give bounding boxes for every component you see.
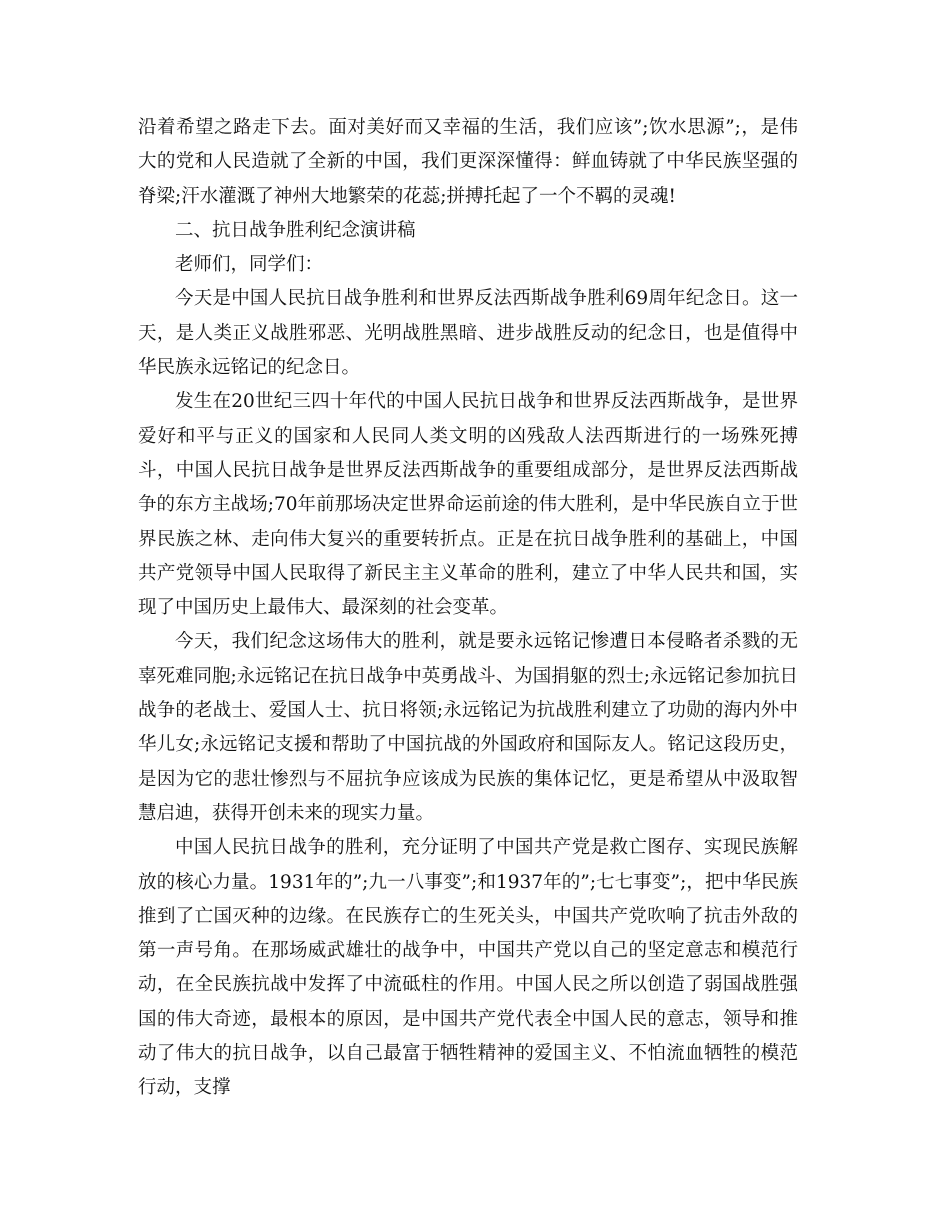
document-page [138,111,798,1106]
paragraph: 中国人民抗日战争的胜利，充分证明了中国共产党是救亡图存、实现民族解放的核心力量。1931年的”;九一八事变”;和1937年的”;七七事变”;，把中华民族推到了亡国灭种的边缘。在民族存亡的生死关头，中国共产党吹响了抗击外敌的第一声号角。在那场威武雄壮的战争中，中国共产党以自己的坚定意志和模范行动，在全民族抗战中发挥了中流砥柱的作用。中国人民之所以创造了弱国战胜强国的伟大奇迹，最根本的原因，是中国共产党代表全中国人民的意志，领导和推动了伟大的抗日战争，以自己最富于牺牲精神的爱国主义、不怕流血牺牲的模范行动，支撑 [138,837,798,1099]
section-heading: 二、抗日战争胜利纪念演讲稿 [175,219,416,241]
paragraph: 发生在20世纪三四十年代的中国人民抗日战争和世界反法西斯战争，是世界爱好和平与正义的国家和人民同人类文明的凶残敌人法西斯进行的一场殊死搏斗，中国人民抗日战争是世界反法西斯战争的重要组成部分，是世界反法西斯战争的东方主战场;70年前那场决定世界命运前途的伟大胜利，是中华民族自立于世界民族之林、走向伟大复兴的重要转折点。正是在抗日战争胜利的基础上，中国共产党领导中国人民取得了新民主主义革命的胜利，建立了中华人民共和国，实现了中国历史上最伟大、最深刻的社会变革。 [138,391,798,619]
paragraph: 今天，我们纪念这场伟大的胜利，就是要永远铭记惨遭日本侵略者杀戮的无辜死难同胞;永远铭记在抗日战争中英勇战斗、为国捐躯的烈士;永远铭记参加抗日战争的老战士、爱国人士、抗日将领;永远铭记为抗战胜利建立了功勋的海内外中华儿女;永远铭记支援和帮助了中国抗战的外国政府和国际友人。铭记这段历史，是因为它的悲壮惨烈与不屈抗争应该成为民族的集体记忆，更是希望从中汲取智慧启迪，获得开创未来的现实力量。 [138,631,798,824]
salutation: 老师们，同学们： [175,254,324,276]
paragraph: 今天是中国人民抗日战争胜利和世界反法西斯战争胜利69周年纪念日。这一天，是人类正义战胜邪恶、光明战胜黑暗、进步战胜反动的纪念日，也是值得中华民族永远铭记的纪念日。 [138,288,798,379]
paragraph-continued: 沿着希望之路走下去。面对美好而又幸福的生活，我们应该”;饮水思源”;，是伟大的党和人民造就了全新的中国，我们更深深懂得：鲜血铸就了中华民族坚强的脊梁;汗水灌溉了神州大地繁荣的花蕊;拼搏托起了一个不羁的灵魂! [138,117,798,207]
